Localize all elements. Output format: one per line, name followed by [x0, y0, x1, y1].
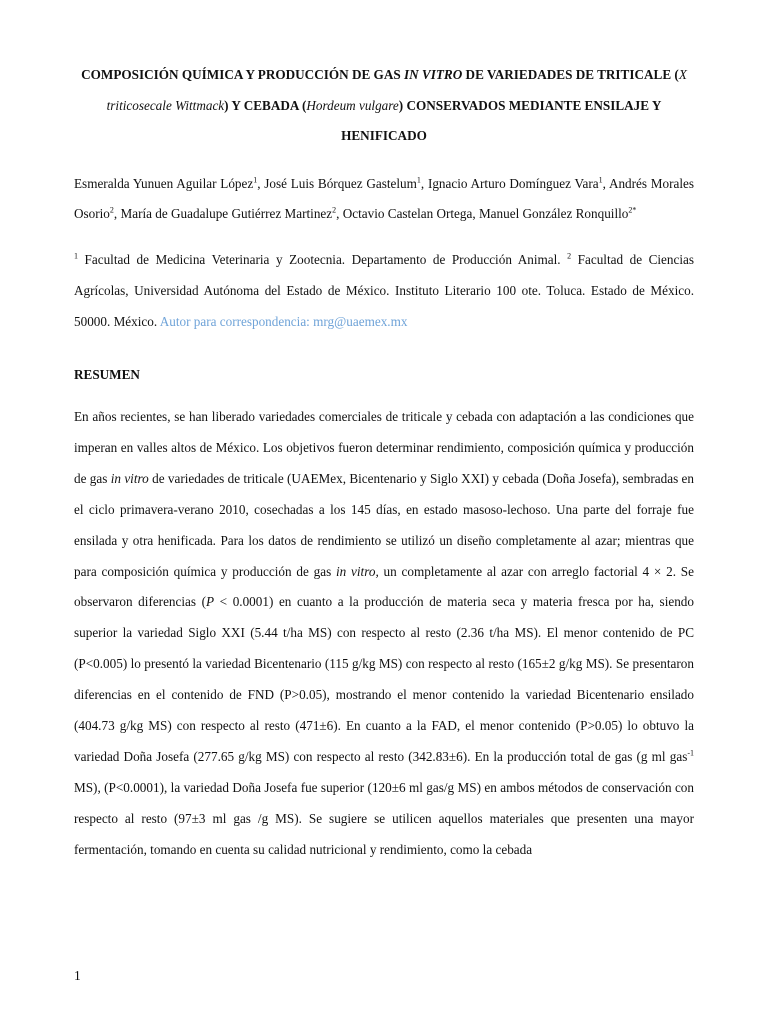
affiliations: [74, 245, 694, 338]
author: José Luis Bórquez Gastelum$^1$,: [264, 175, 428, 191]
paper-title: [74, 60, 694, 152]
author: Esmeralda Yunuen Aguilar López$^1$,: [74, 175, 265, 191]
title-in-vitro: IN VITRO: [403, 67, 463, 82]
title-species-triticale: X triticosecale Wittmack: [106, 67, 687, 113]
title-text: COMPOSICIÓN QUÍMICA Y PRODUCCIÓN DE GAS: [81, 67, 404, 82]
abstract-text: En años recientes, se han liberado variedades comerciales de triticale y cebada con adaptación a las condiciones que imperan en valles altos de México. Los objetivos fueron determinar rendimiento, composición química y producción de gas in vitro de variedades de triticale (UAEMex, Bicentenario y Siglo XXI) y cebada (Doña Josefa), sembradas en el ciclo primavera-verano 2010, cosechadas a los 145 días, en estado masoso-lechoso. Una parte del forraje fue ensilada y otra henificada. Para los datos de rendimiento se utilizó un diseño completamente al azar; mientras que para composición química y producción de gas in vitro, un completamente al azar con arreglo factorial 4 × 2. Se observaron diferencias (P < 0.0001) en cuanto a la producción de materia seca y materia fresca por ha, siendo superior la variedad Siglo XXI (5.44 t/ha MS) con respecto al resto (2.36 t/ha MS). El menor contenido de PC (P<0.005) lo presentó la variedad Bicentenario (115 g/kg MS) con respecto al resto (165±2 g/kg MS). Se presentaron diferencias en el contenido de FND (P>0.05), mostrando el menor contenido la variedad Bicentenario ensilado (404.73 g/kg MS) con respecto al resto (471±6). En cuanto a la FAD, el menor contenido (P>0.05) lo obtuvo la variedad Doña Josefa (277.65 g/kg MS) con respecto al resto (342.83±6). En la producción total de gas (g ml gas$^{-1}$ MS), (P<0.0001), la variedad Doña Josefa fue superior (120±6 ml gas/g MS) en ambos métodos de conservación con respecto al resto (97±3 ml gas /g MS). Se sugiere se utilicen aquellos materiales que presenten una mayor fermentación, tomando en cuenta su calidad nutricional y rendimiento, como la cebada: [74, 409, 694, 857]
title-text: ) Y CEBADA (: [224, 97, 307, 113]
page-number: 1: [74, 968, 81, 983]
author: Octavio Castelan Ortega, Manuel González Ronquillo$^{2*}$: [342, 206, 637, 222]
affiliation-1: Facultad de Medicina Veterinaria y Zootecnia. Departamento de Producción Animal.: [78, 252, 568, 268]
title-text: ) CONSERVADOS MEDIANTE ENSILAJE Y HENIFICADO: [341, 97, 662, 143]
document-page: [74, 60, 694, 866]
author: María de Guadalupe Gutiérrez Martinez$^2$,: [120, 206, 343, 222]
author-list: [74, 169, 694, 231]
affiliation-2: Facultad de Ciencias Agrícolas, Universidad Autónoma del Estado de México. Instituto Literario 100 ote. Toluca. Estado de México. 50000. México.: [74, 252, 695, 330]
author: Andrés Morales Osorio$^2$,: [74, 175, 694, 222]
affiliation-marker: 1: [74, 251, 78, 261]
affiliation-marker: 2: [567, 251, 572, 261]
author: Ignacio Arturo Domínguez Vara$^1$,: [427, 175, 609, 191]
correspondence-email-link[interactable]: Autor para correspondencia: mrg@uaemex.mx: [159, 314, 408, 330]
resumen-heading: RESUMEN: [74, 367, 140, 383]
title-species-cebada: Hordeum vulgare: [306, 97, 399, 113]
title-text: DE VARIEDADES DE TRITICALE (: [462, 67, 679, 82]
